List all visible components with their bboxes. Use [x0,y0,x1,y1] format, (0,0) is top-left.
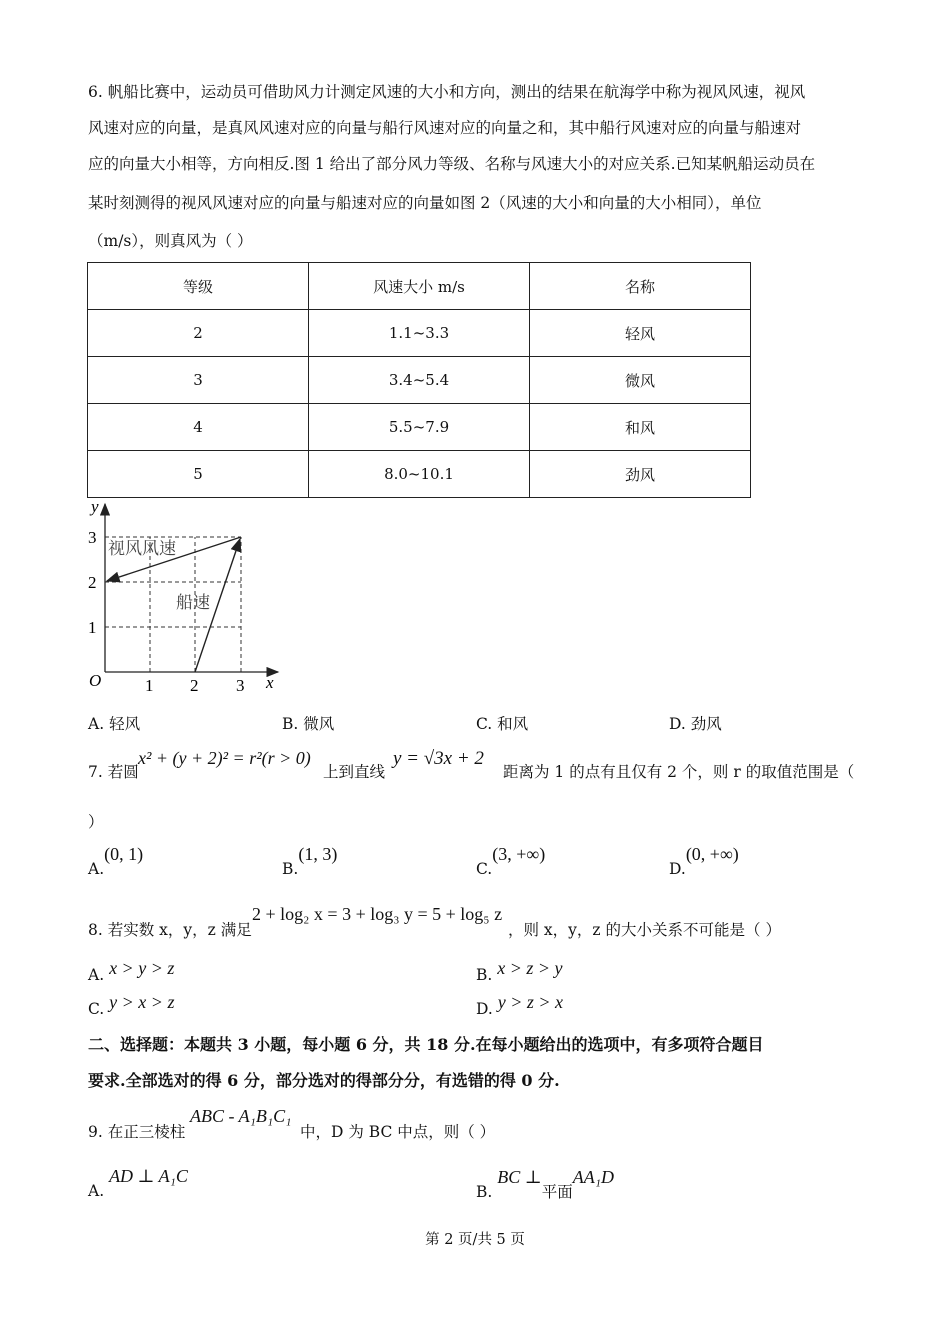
q6-line-1: 6. 帆船比赛中，运动员可借助风力计测定风速的大小和方向，测出的结果在航海学中称为视风风速，视风 [88,83,806,101]
table-header-row [88,263,751,310]
table-cell: 1.1~3.3 [309,310,530,357]
page-footer: 第 2 页/共 5 页 [425,1232,525,1248]
table-cell: 2 [88,310,309,357]
table-cell: 5 [88,451,309,498]
q7-prefix: 7. 若圆 [88,763,139,781]
table-header: 风速大小 m/s [309,263,530,310]
q9-option-a[interactable]: A. AD ⊥ A₁C [88,1166,188,1200]
q7-line-eq: y = √3x + 2 [393,748,484,769]
table-row [88,451,751,498]
y-tick-3: 3 [88,528,97,547]
apparent-wind-label: 视风风速 [108,539,176,559]
q7-option-b[interactable]: B.(1, 3) [282,844,338,878]
table-cell: 4 [88,404,309,451]
y-axis-label: y [91,498,99,516]
table-cell: 和风 [530,404,751,451]
section2-line-1: 二、选择题：本题共 3 小题，每小题 6 分，共 18 分.在每小题给出的选项中，有多项符合题目 [88,1035,764,1054]
origin-label: O [89,671,102,690]
table-header: 名称 [530,263,751,310]
q6-option-d[interactable]: D. 劲风 [669,715,722,733]
table-cell: 微风 [530,357,751,404]
x-tick-2: 2 [190,676,199,695]
q6-line-4: 某时刻测得的视风风速对应的向量与船速对应的向量如图 2（风速的大小和向量的大小相同），单位 [88,194,762,212]
q7-mid: 上到直线 [323,763,386,781]
table-row [88,404,751,451]
q8-equation: 2 + log₂ x = 3 + log₃ y = 5 + log₅ z [252,904,503,924]
y-tick-2: 2 [88,573,97,592]
y-tick-1: 1 [88,618,97,637]
wind-table [87,262,751,498]
q6-option-c[interactable]: C. 和风 [476,715,529,733]
q6-line-3: 应的向量大小相等，方向相反.图 1 给出了部分风力等级、名称与风速大小的对应关系.已知某帆船运动员在 [88,155,816,173]
q6-line-2: 风速对应的向量，是真风风速对应的向量与船行风速对应的向量之和，其中船行风速对应的向量与船速对 [88,119,802,137]
table-row [88,357,751,404]
q8-suffix: ，则 x，y，z 的大小关系不可能是（ ） [508,921,781,939]
q8-prefix: 8. 若实数 x，y，z 满足 [88,921,252,939]
table-cell: 劲风 [530,451,751,498]
table-cell: 8.0~10.1 [309,451,530,498]
q8-option-c[interactable]: C. y > x > z [88,992,175,1018]
q8-option-a[interactable]: A. x > y > z [88,958,175,984]
table-cell: 5.5~7.9 [309,404,530,451]
section2-line-2: 要求.全部选对的得 6 分，部分选对的得部分分，有选错的得 0 分. [88,1071,560,1090]
q7-suffix: 距离为 1 的点有且仅有 2 个，则 r 的取值范围是（ [503,763,855,781]
q9-option-b[interactable]: B. BC ⊥平面AA₁D [476,1167,614,1201]
x-tick-3: 3 [236,676,245,695]
q9-prism: ABC - A₁B₁C₁ [190,1106,292,1126]
table-header: 等级 [88,263,309,310]
x-axis-label: x [266,673,274,692]
q7-option-a[interactable]: A.(0, 1) [88,844,144,878]
q7-option-c[interactable]: C.(3, +∞) [476,844,546,878]
table-cell: 轻风 [530,310,751,357]
table-cell: 3.4~5.4 [309,357,530,404]
q9-prefix: 9. 在正三棱柱 [88,1123,186,1141]
x-tick-1: 1 [145,676,154,695]
q6-line-5: （m/s），则真风为（ ） [88,232,253,250]
q8-option-b[interactable]: B. x > z > y [476,958,563,984]
q6-option-a[interactable]: A. 轻风 [88,715,141,733]
q7-circle-eq: x² + (y + 2)² = r²(r > 0) [138,748,311,768]
q8-option-d[interactable]: D. y > z > x [476,992,564,1018]
table-row [88,310,751,357]
q7-option-d[interactable]: D.(0, +∞) [669,844,739,878]
q7-close: ） [88,813,104,831]
vector-figure [80,498,290,698]
boat-speed-label: 船速 [176,593,210,613]
q6-option-b[interactable]: B. 微风 [282,715,335,733]
table-cell: 3 [88,357,309,404]
q9-suffix: 中，D 为 BC 中点，则（ ） [300,1123,496,1141]
